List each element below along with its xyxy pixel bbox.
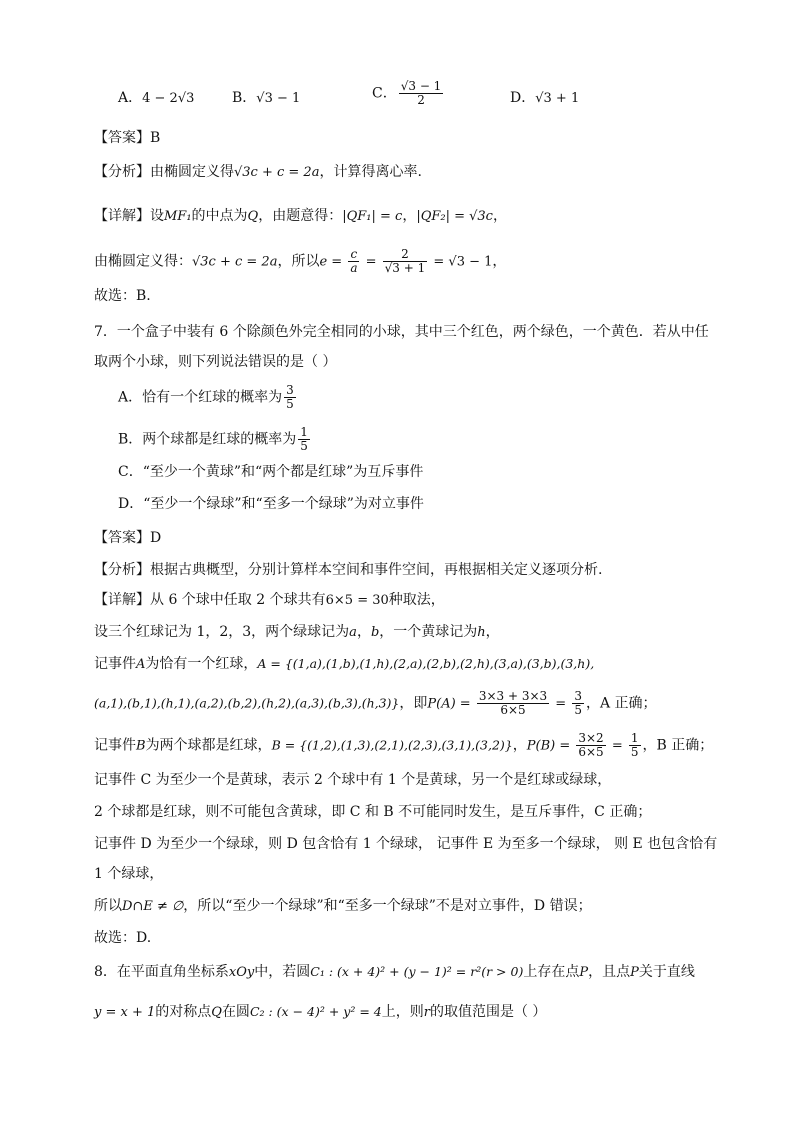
math: C₂ : (x − 4)² + y² = 4 xyxy=(249,1004,382,1019)
math: B xyxy=(136,738,146,754)
q6-option-a xyxy=(118,88,194,109)
q6-answer xyxy=(94,128,160,148)
math: b xyxy=(370,625,380,640)
fraction-denominator: 5 xyxy=(630,745,639,759)
math: √3c + c = 2a xyxy=(192,254,278,270)
text: A．恰有一个红球的概率为 xyxy=(118,389,283,406)
q6-detail-line2 xyxy=(94,248,506,275)
text: ，且点 xyxy=(588,964,631,980)
text: 所以 xyxy=(94,898,122,914)
q7-detail-line1 xyxy=(94,590,445,611)
option-math: √3 − 1 xyxy=(256,91,301,106)
detail-tag: 【详解】 xyxy=(94,208,150,224)
math: r xyxy=(423,1005,430,1020)
text: 记事件 xyxy=(94,737,136,754)
q6-analysis xyxy=(94,162,422,183)
text: 的对称点 xyxy=(155,1004,212,1020)
q7-detail-line8: 记事件 D 为至少一个绿球，则 D 包含恰有 1 个绿球， 记事件 E 为至多一个绿球， 则 E 也包含恰有 xyxy=(94,836,718,852)
option-label: A． xyxy=(118,90,143,106)
math: = √3 − 1 xyxy=(429,254,493,270)
q6-option-b xyxy=(232,88,300,109)
fraction-numerator: √3 − 1 xyxy=(400,79,442,93)
text: 的中点为 xyxy=(191,208,248,224)
text: 从 6 个球中任取 2 个球共有 xyxy=(150,592,326,608)
q7-stem-line2: 取两个小球，则下列说法错误的是（ ） xyxy=(94,354,337,370)
fraction-denominator: 6×5 xyxy=(500,703,526,717)
q7-detail-line3 xyxy=(94,654,594,675)
math: A xyxy=(136,657,146,672)
option-fraction xyxy=(399,80,444,107)
fraction xyxy=(572,690,584,717)
math: |QF₂| = √3c xyxy=(416,209,493,224)
q8-stem-line2 xyxy=(94,1002,546,1023)
q7-detail-line7: 2 个球都是红球，则不可能包含黄球，即 C 和 B 不可能同时发生，是互斥事件，C 正确； xyxy=(94,804,652,820)
text: 关于直线 xyxy=(638,964,695,980)
answer-tag: 【答案】 xyxy=(94,530,150,546)
fraction-denominator: 6×5 xyxy=(578,745,604,759)
option-math: 4 − 2√3 xyxy=(142,91,195,106)
answer-tag: 【答案】 xyxy=(94,130,150,146)
math: (a,1),(b,1),(h,1),(a,2),(b,2),(h,2),(a,3),(b,3),(h,3)} xyxy=(94,695,400,711)
text: 中，若圆 xyxy=(254,964,311,980)
math: A = {(1,a),(1,b),(1,h),(2,a),(2,b),(2,h),(3,a),(3,b),(3,h), xyxy=(257,656,595,671)
q6-detail xyxy=(94,206,507,227)
fraction xyxy=(576,732,605,759)
math: B = {(1,2),(1,3),(2,1),(2,3),(3,1),(3,2)} xyxy=(271,737,513,753)
text: ，所以“至少一个绿球”和“至多一个绿球”不是对立事件，D 错误； xyxy=(183,898,592,914)
q7-option-c: C．“至少一个黄球”和“两个都是红球”为互斥事件 xyxy=(118,464,424,480)
text: 上存在点 xyxy=(523,964,580,980)
q6-conclusion: 故选：B. xyxy=(94,288,151,304)
text: 设 xyxy=(150,208,164,224)
text: ， xyxy=(402,208,417,224)
text: 根据古典概型，分别计算样本空间和事件空间，再根据相关定义逐项分析. xyxy=(150,562,603,578)
math: P xyxy=(579,965,589,980)
fraction-denominator: 5 xyxy=(300,439,308,453)
text: 由椭圆定义得： xyxy=(94,253,192,270)
fraction-numerator: 1 xyxy=(300,425,308,439)
fraction xyxy=(348,248,359,275)
fraction xyxy=(477,690,549,717)
answer-value: B xyxy=(150,130,161,146)
q7-detail-line4 xyxy=(94,690,657,717)
math: = xyxy=(361,254,381,270)
q7-detail-line10 xyxy=(94,896,592,917)
text: ，A 正确； xyxy=(585,695,657,712)
fraction-denominator: a xyxy=(350,261,358,275)
fraction-numerator: 1 xyxy=(630,731,639,745)
text: ，一个黄球记为 xyxy=(379,624,478,640)
q7-detail-line5 xyxy=(94,732,713,759)
fraction-denominator: √3 + 1 xyxy=(384,261,426,275)
math: Q xyxy=(247,209,259,224)
q7-detail-line6: 记事件 C 为至少一个是黄球，表示 2 个球中有 1 个是黄球，另一个是红球或绿球， xyxy=(94,772,612,788)
fraction-numerator: 3×2 xyxy=(578,731,604,745)
math: P(B) = xyxy=(526,738,575,754)
fraction-denominator: 5 xyxy=(574,703,582,717)
fraction xyxy=(284,384,296,411)
q7-option-d: D．“至少一个绿球”和“至多一个绿球”为对立事件 xyxy=(118,496,424,512)
text: ，所以 xyxy=(277,253,320,270)
fraction xyxy=(298,426,310,453)
math: xOy xyxy=(228,965,255,980)
text: 记事件 xyxy=(94,656,136,672)
text: 由椭圆定义得 xyxy=(150,164,234,180)
option-math: √3 + 1 xyxy=(535,91,580,106)
fraction-numerator: c xyxy=(348,248,359,262)
q7-option-a xyxy=(118,384,298,411)
text: 的取值范围是（ ） xyxy=(429,1004,547,1020)
fraction-numerator: 3 xyxy=(574,689,582,703)
q8-stem-line1 xyxy=(94,962,695,983)
math: MF₁ xyxy=(164,209,192,224)
text: ，B 正确； xyxy=(642,737,714,754)
fraction-denominator: 2 xyxy=(417,93,425,107)
text: 上，则 xyxy=(381,1004,424,1020)
q7-stem-line1: 7．一个盒子中装有 6 个除颜色外完全相同的小球，其中三个红色，两个绿色，一个黄色．若从中任 xyxy=(94,324,709,340)
option-label: C． xyxy=(372,85,397,102)
q7-conclusion: 故选：D. xyxy=(94,930,152,946)
fraction xyxy=(383,248,428,275)
math: D∩E ≠ ∅ xyxy=(122,899,184,914)
analysis-tag: 【分析】 xyxy=(94,562,150,578)
math: h xyxy=(477,625,486,640)
math: P xyxy=(630,965,639,980)
detail-tag: 【详解】 xyxy=(94,592,150,608)
text: ， xyxy=(492,253,507,270)
text: 为两个球都是红球， xyxy=(145,737,272,754)
math: Q xyxy=(211,1005,222,1020)
text: 种取法， xyxy=(388,592,445,608)
q6-option-c xyxy=(372,80,445,107)
fraction-numerator: 3×3 + 3×3 xyxy=(478,689,548,703)
math: √3c + c = 2a xyxy=(234,165,320,180)
option-label: B． xyxy=(232,90,257,106)
option-label: D． xyxy=(510,90,536,106)
math: 6×5 = 30 xyxy=(325,593,389,608)
fraction xyxy=(629,732,641,759)
math: P(A) = xyxy=(427,696,475,712)
math: |QF₁| = c xyxy=(342,209,403,224)
text: ，由题意得： xyxy=(258,208,343,224)
q7-detail-line2 xyxy=(94,622,500,643)
text: 设三个红球记为 1，2，3，两个绿球记为 xyxy=(94,624,350,640)
fraction-denominator: 5 xyxy=(286,397,294,411)
text: 在圆 xyxy=(221,1004,250,1020)
math: a xyxy=(349,625,357,640)
fraction-numerator: 2 xyxy=(383,248,428,262)
text: B．两个球都是红球的概率为 xyxy=(118,431,297,448)
math: = xyxy=(607,738,627,754)
text: ， xyxy=(512,737,527,754)
q7-answer xyxy=(94,528,161,548)
q6-option-d xyxy=(510,88,579,109)
fraction-numerator: 3 xyxy=(286,383,294,397)
q7-analysis xyxy=(94,560,602,580)
math: e = xyxy=(319,254,347,270)
math: = xyxy=(551,696,571,712)
q7-option-b xyxy=(118,426,312,453)
text: ， xyxy=(492,208,507,224)
text: ， xyxy=(356,624,371,640)
text: ，计算得离心率. xyxy=(319,164,422,180)
analysis-tag: 【分析】 xyxy=(94,164,150,180)
q7-detail-line9: 1 个绿球， xyxy=(94,866,164,882)
math: y = x + 1 xyxy=(94,1005,156,1020)
math: C₁ : (x + 4)² + (y − 1)² = r²(r > 0) xyxy=(310,964,524,979)
text: 为恰有一个红球， xyxy=(145,656,258,672)
text: ，即 xyxy=(399,695,428,712)
text: ， xyxy=(485,624,500,640)
text: 8．在平面直角坐标系 xyxy=(94,964,229,980)
answer-value: D xyxy=(150,530,162,546)
